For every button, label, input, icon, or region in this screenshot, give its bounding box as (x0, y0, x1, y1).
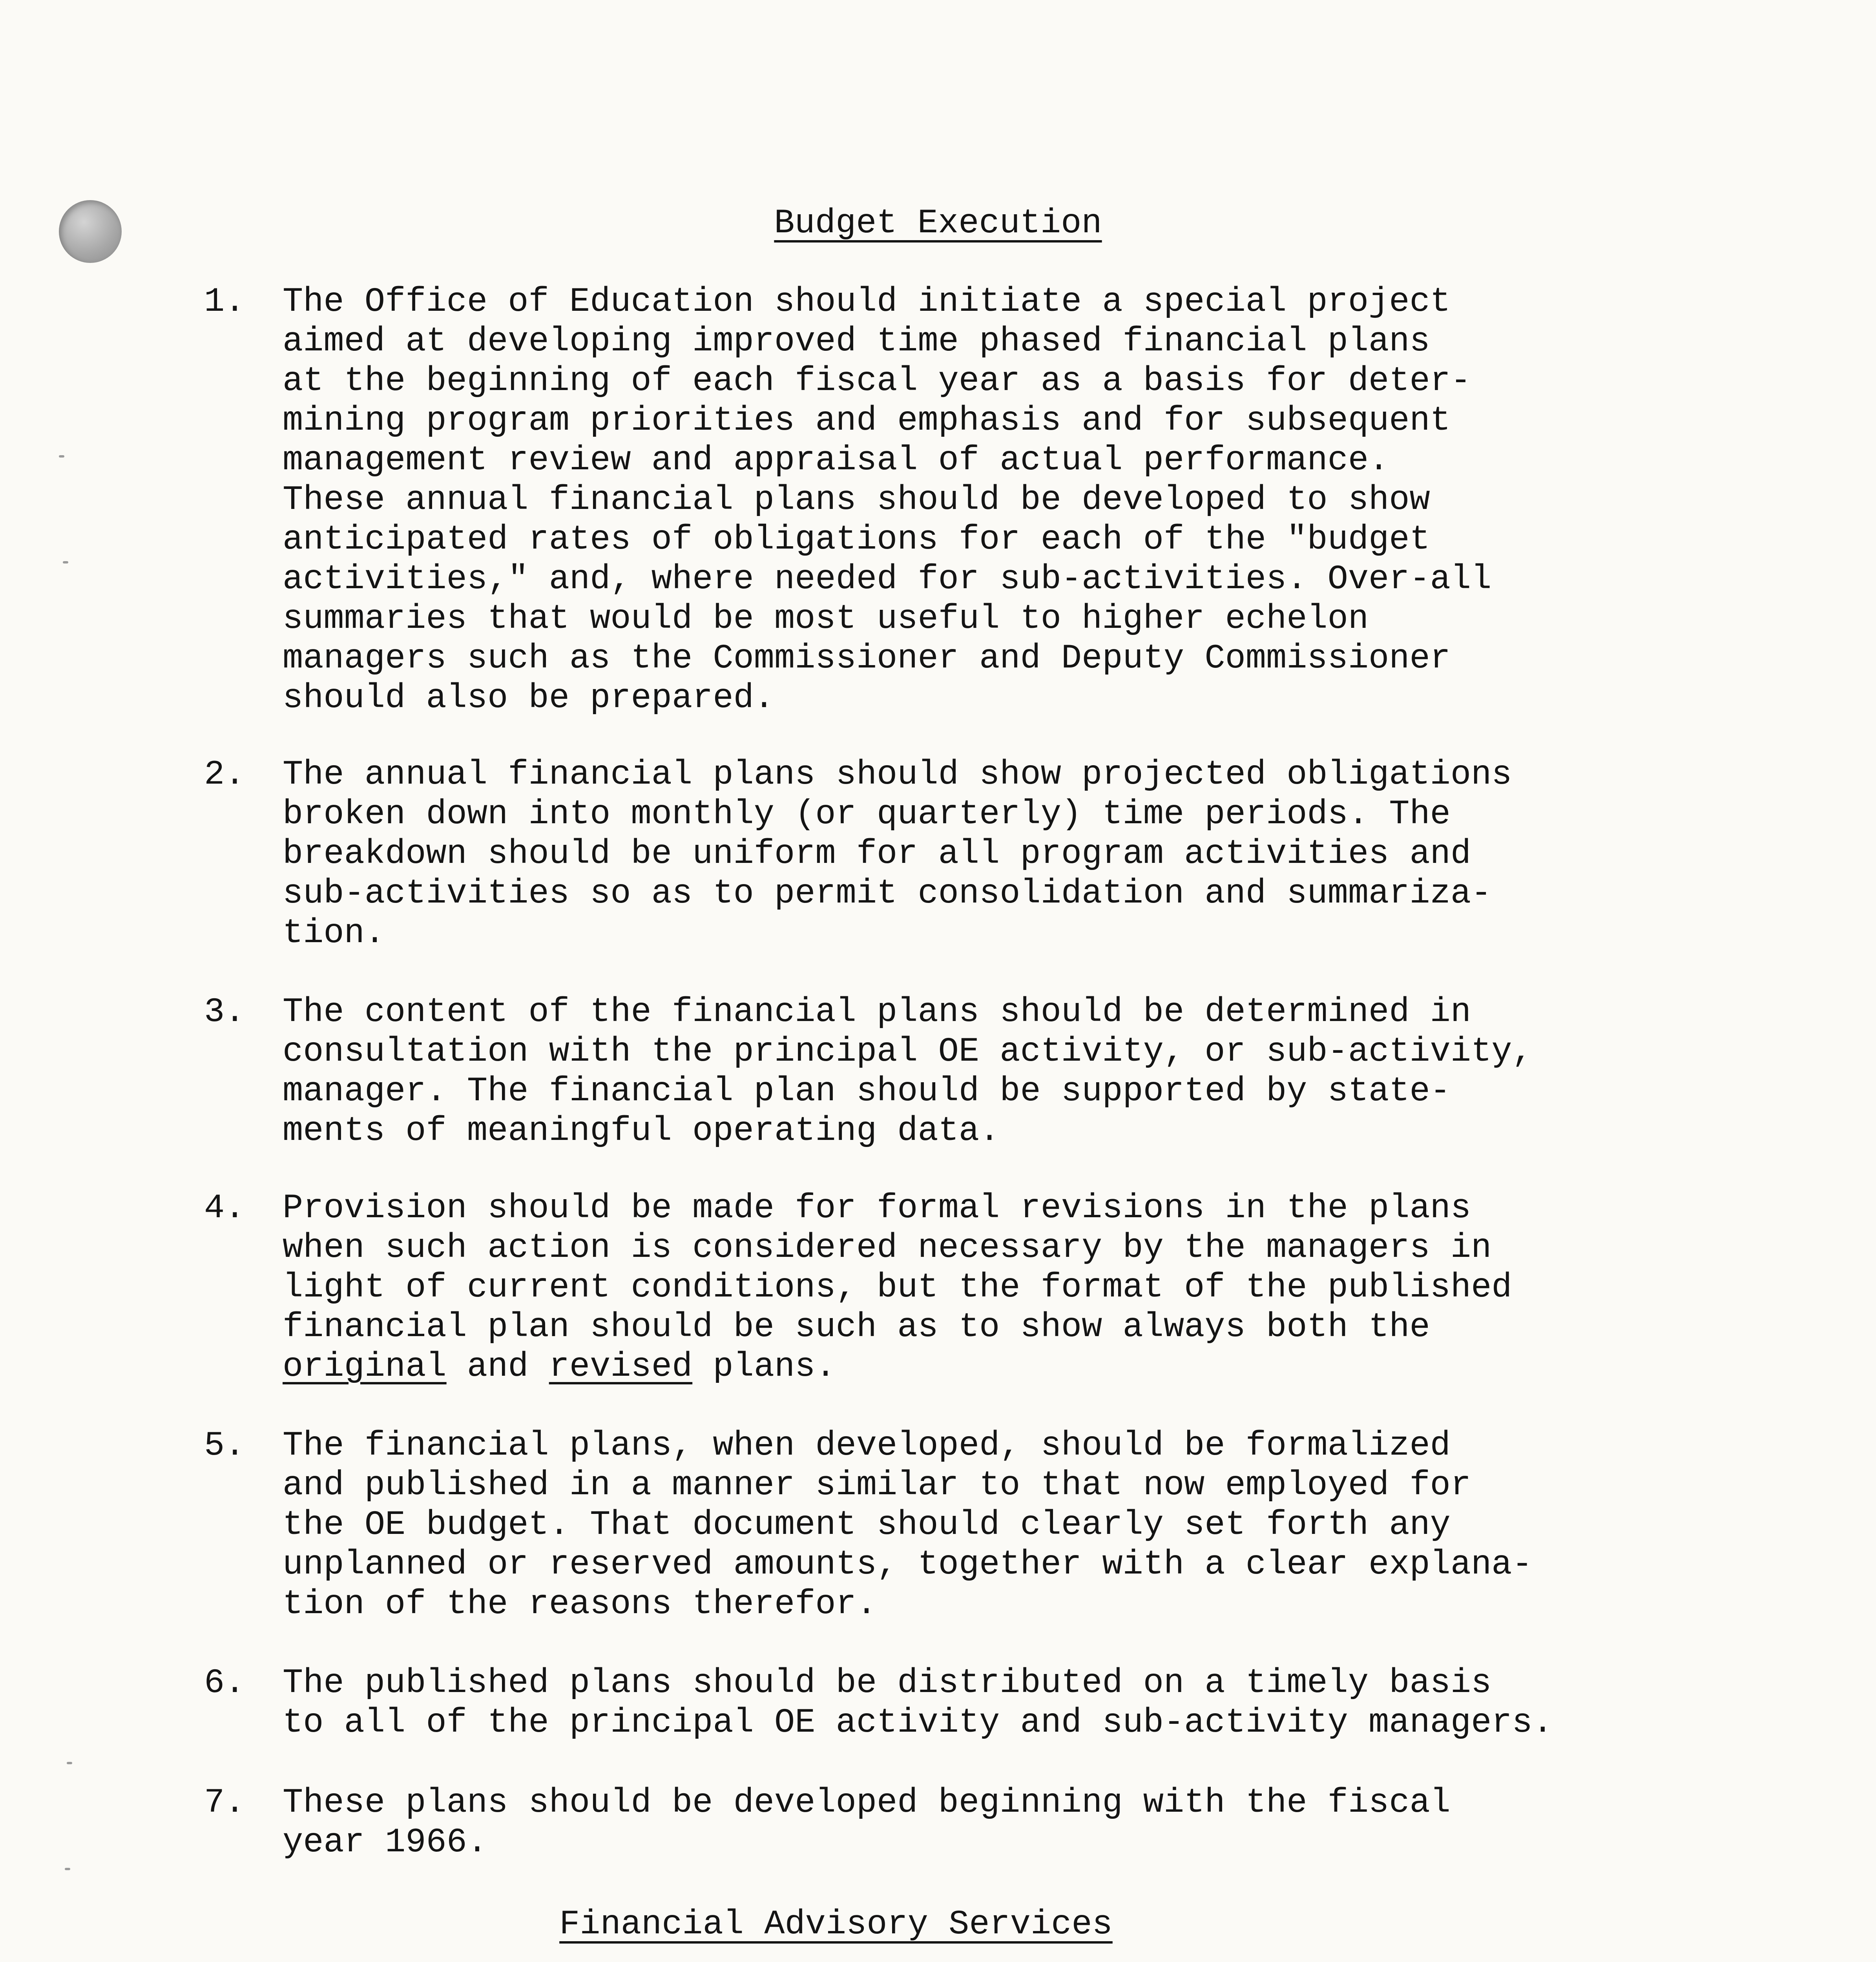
item-text: The published plans should be distributed on a timely basis to all of the principal OE activity and sub-activity managers. (283, 1664, 1553, 1742)
paper-speck (59, 455, 64, 458)
item-text (283, 1189, 1758, 1387)
item-text-part: and (446, 1348, 549, 1386)
underlined-word-original: original (283, 1348, 447, 1386)
item-text: The Office of Education should initiate a special project aimed at developing improved time phased financial plans at the beginning of each fiscal year as a basis for deter- mining program priorities and emphasis and for subsequent management review and appraisal of actual performance. These annual financial plans should be developed to show anticipated rates of obligations for each of the "budget activities," and, where needed for sub-activities. Over-all summaries that would be most useful to higher echelon managers such as the Commissioner and Deputy Commissioner should also be prepared. (283, 283, 1492, 718)
item-text: The annual financial plans should show projected obligations broken down into monthly (or quarterly) time periods. The breakdown should be uniform for all program activities and sub-activities so as to permit consolidation and summariza- tion. (283, 756, 1512, 953)
section-heading-budget-execution: Budget Execution (774, 204, 1102, 243)
paper-speck (65, 1868, 70, 1870)
item-text-part: Provision should be made for formal revisions in the plans when such action is considered necessary by the managers in light of current conditions, but the format of the published financial plan should be such as to show always both the (283, 1189, 1512, 1347)
item-number: 6. (204, 1664, 245, 1703)
item-number: 3. (204, 993, 245, 1032)
item-number: 2. (204, 756, 245, 794)
item-number: 7. (204, 1784, 245, 1822)
underlined-word-revised: revised (549, 1348, 693, 1386)
item-number: 1. (204, 283, 245, 321)
item-number: 5. (204, 1427, 245, 1465)
item-number: 4. (204, 1189, 245, 1228)
paper-speck (63, 561, 68, 563)
item-text: These plans should be developed beginning with the fiscal year 1966. (283, 1784, 1451, 1862)
paper-speck (67, 1762, 72, 1764)
section-heading-financial-advisory-services: Financial Advisory Services (559, 1905, 1113, 1944)
item-text-part: plans. (692, 1348, 836, 1386)
item-text: The content of the financial plans should be determined in consultation with the principal OE activity, or sub-activity, manager. The financial plan should be supported by state- ments of meaningful operating data. (283, 993, 1533, 1151)
item-text: The financial plans, when developed, should be formalized and published in a manner similar to that now employed for the OE budget. That document should clearly set forth any unplanned or reserved amounts, together with a clear explana- tion of the reasons therefor. (283, 1427, 1533, 1624)
